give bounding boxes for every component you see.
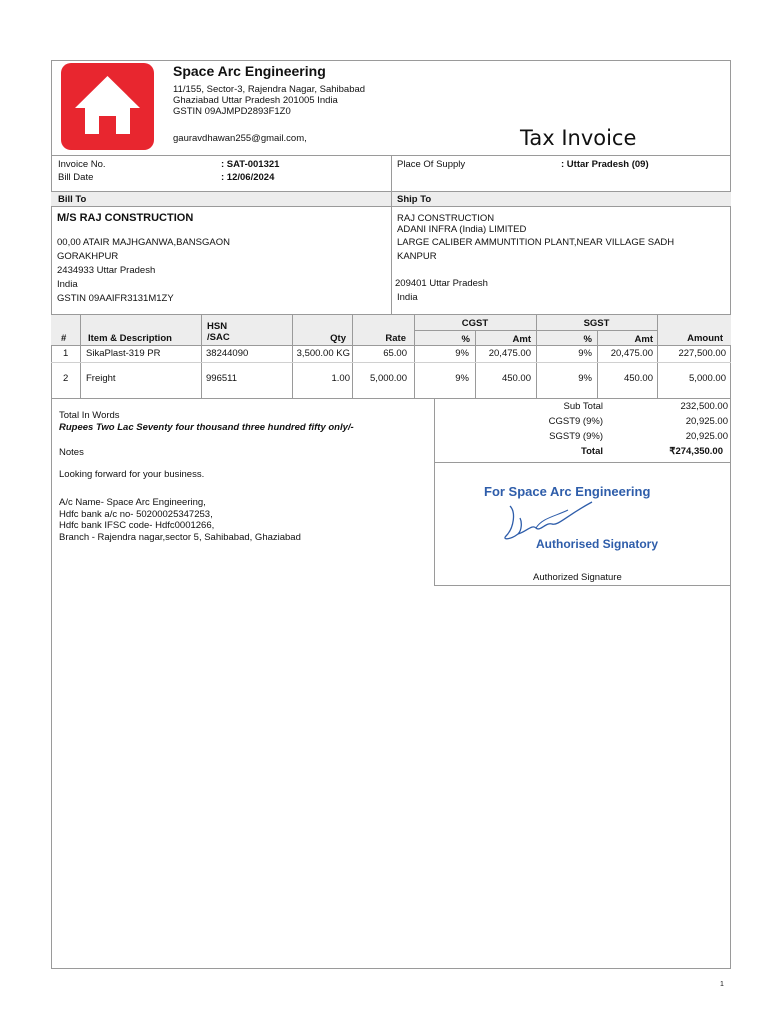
row-item: SikaPlast-319 PR bbox=[86, 348, 161, 359]
row-amount: 227,500.00 bbox=[678, 348, 726, 359]
bank-line: Hdfc bank a/c no- 50200025347253, bbox=[59, 508, 213, 520]
address-line: 209401 Uttar Pradesh bbox=[395, 278, 488, 289]
gstin-line: GSTIN 09AJMPD2893F1Z0 bbox=[173, 106, 291, 117]
address-line: Ghaziabad Uttar Pradesh 201005 India bbox=[173, 95, 338, 106]
divider bbox=[434, 462, 731, 463]
col-header-cgst-amt: Amt bbox=[512, 334, 531, 345]
row-hsn: 996511 bbox=[206, 373, 237, 384]
page-number: 1 bbox=[720, 981, 724, 988]
row-item: Freight bbox=[86, 373, 116, 384]
col-header-cgst-pct: % bbox=[461, 334, 470, 345]
ship-to-address-bottom bbox=[395, 277, 488, 305]
col-header-sgst: SGST bbox=[583, 318, 610, 329]
bank-line: Hdfc bank IFSC code- Hdfc0001266, bbox=[59, 520, 215, 531]
row-cgst-amt: 450.00 bbox=[501, 373, 531, 384]
row-sgst-pct: 9% bbox=[578, 373, 592, 384]
row-rate: 5,000.00 bbox=[370, 373, 407, 384]
address-line: LARGE CALIBER AMMUNTITION PLANT,NEAR VILLAGE SADH bbox=[397, 237, 675, 248]
total-in-words-label: Total In Words bbox=[59, 410, 120, 421]
bill-to-name: M/S RAJ CONSTRUCTION bbox=[57, 212, 194, 224]
address-line: 00,00 ATAIR MAJHGANWA,BANSGAON bbox=[57, 237, 230, 248]
place-of-supply-value: : Uttar Pradesh (09) bbox=[561, 159, 649, 170]
authorized-signature-caption: Authorized Signature bbox=[533, 572, 622, 583]
col-header-sgst-pct: % bbox=[583, 334, 592, 345]
divider bbox=[434, 398, 435, 586]
signature-stamp-subtitle: Authorised Signatory bbox=[536, 537, 659, 551]
place-of-supply-label: Place Of Supply bbox=[397, 159, 466, 170]
col-header-sgst-amt: Amt bbox=[634, 334, 653, 345]
ship-to-address-mid bbox=[397, 236, 674, 264]
divider bbox=[391, 155, 392, 191]
address-line: 11/155, Sector-3, Rajendra Nagar, Sahibabad bbox=[173, 84, 366, 95]
bill-date-value: : 12/06/2024 bbox=[221, 172, 275, 183]
column-divider bbox=[201, 314, 202, 398]
bank-line: A/c Name- Space Arc Engineering, bbox=[59, 497, 206, 508]
notes-message: Looking forward for your business. bbox=[59, 469, 205, 480]
row-num: 2 bbox=[63, 373, 69, 384]
address-line: KANPUR bbox=[397, 251, 437, 262]
row-cgst-amt: 20,475.00 bbox=[488, 348, 531, 359]
col-header-amount: Amount bbox=[687, 333, 723, 344]
company-name: Space Arc Engineering bbox=[173, 63, 326, 79]
col-header-num: # bbox=[61, 333, 67, 344]
row-rate: 65.00 bbox=[383, 348, 407, 359]
bill-to-address bbox=[57, 236, 230, 306]
document-title: Tax Invoice bbox=[520, 126, 637, 150]
row-sgst-amt: 450.00 bbox=[623, 373, 653, 384]
row-num: 1 bbox=[63, 348, 69, 359]
col-header-sac: /SAC bbox=[207, 332, 230, 343]
table-bottom-divider bbox=[51, 398, 731, 399]
invoice-no-label: Invoice No. bbox=[58, 159, 106, 170]
invoice-no-value: : SAT-001321 bbox=[221, 159, 280, 170]
notes-label: Notes bbox=[59, 447, 84, 458]
company-logo bbox=[61, 63, 154, 150]
address-line: 2434933 Uttar Pradesh bbox=[57, 265, 156, 276]
ship-to-address-top bbox=[397, 213, 526, 235]
divider bbox=[434, 585, 731, 586]
col-header-qty: Qty bbox=[330, 333, 346, 344]
house-icon bbox=[61, 63, 154, 150]
company-email: gauravdhawan255@gmail.com, bbox=[173, 133, 307, 144]
cgst-total-label: CGST9 (9%) bbox=[548, 416, 603, 427]
address-line: India bbox=[397, 292, 418, 303]
signature-stamp-title: For Space Arc Engineering bbox=[484, 484, 651, 499]
divider bbox=[391, 191, 392, 314]
col-header-cgst: CGST bbox=[461, 318, 489, 329]
row-divider bbox=[51, 362, 731, 363]
row-hsn: 38244090 bbox=[206, 348, 249, 359]
row-cgst-pct: 9% bbox=[455, 348, 469, 359]
row-sgst-amt: 20,475.00 bbox=[610, 348, 653, 359]
address-line: India bbox=[57, 279, 78, 290]
cgst-total-value: 20,925.00 bbox=[685, 416, 728, 427]
col-header-item: Item & Description bbox=[88, 333, 172, 344]
row-cgst-pct: 9% bbox=[455, 373, 469, 384]
grand-total-label: Total bbox=[581, 446, 603, 457]
bank-details bbox=[59, 497, 301, 543]
col-header-rate: Rate bbox=[385, 333, 406, 344]
col-header-hsn: HSN bbox=[207, 321, 228, 332]
column-divider bbox=[80, 314, 81, 398]
address-line: ADANI INFRA (India) LIMITED bbox=[397, 224, 527, 235]
grand-total-value: ₹274,350.00 bbox=[669, 446, 723, 457]
sgst-total-label: SGST9 (9%) bbox=[549, 431, 603, 442]
address-line: GORAKHPUR bbox=[57, 251, 119, 262]
bank-line: Branch - Rajendra nagar,sector 5, Sahibabad, Ghaziabad bbox=[59, 531, 301, 543]
row-sgst-pct: 9% bbox=[578, 348, 592, 359]
sgst-total-value: 20,925.00 bbox=[685, 431, 728, 442]
bill-date-label: Bill Date bbox=[58, 172, 94, 183]
bill-to-header: Bill To bbox=[58, 194, 87, 205]
address-line: RAJ CONSTRUCTION bbox=[397, 213, 495, 224]
ship-to-header: Ship To bbox=[397, 194, 432, 205]
total-in-words-value: Rupees Two Lac Seventy four thousand three hundred fifty only/- bbox=[59, 422, 354, 433]
row-qty: 3,500.00 KG bbox=[296, 348, 350, 359]
row-qty: 1.00 bbox=[331, 373, 350, 384]
subtotal-value: 232,500.00 bbox=[680, 401, 728, 412]
subtotal-label: Sub Total bbox=[563, 401, 603, 412]
company-address bbox=[173, 84, 365, 117]
row-amount: 5,000.00 bbox=[689, 373, 726, 384]
gstin-line: GSTIN 09AAIFR3131M1ZY bbox=[57, 293, 174, 304]
